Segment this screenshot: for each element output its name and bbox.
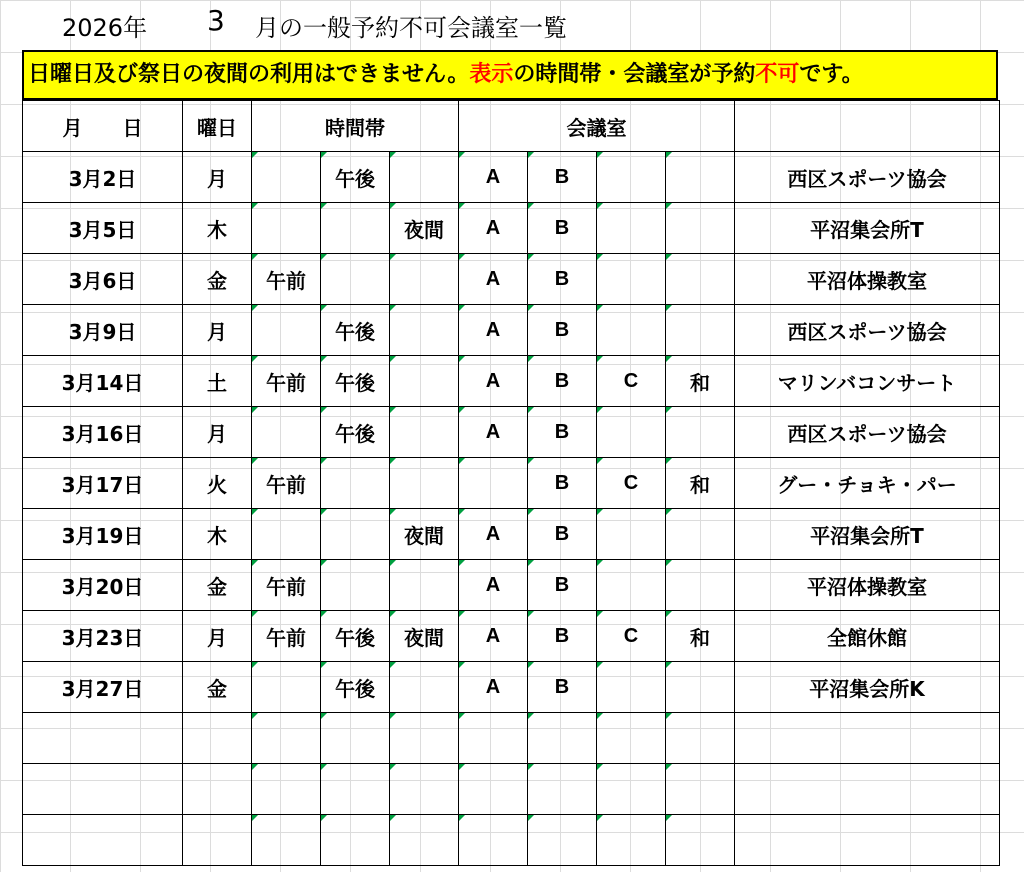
cell-date: 3月23日 bbox=[23, 611, 183, 662]
cell-weekday: 金 bbox=[183, 662, 252, 713]
cell-room-a bbox=[459, 713, 528, 764]
cell-morning bbox=[252, 407, 321, 458]
cell-morning bbox=[252, 509, 321, 560]
cell-room-b: B bbox=[528, 305, 597, 356]
table-row bbox=[23, 611, 1000, 662]
cell-afternoon bbox=[321, 560, 390, 611]
cell-room-wa bbox=[666, 152, 735, 203]
cell-date: 3月20日 bbox=[23, 560, 183, 611]
table-row bbox=[23, 713, 1000, 764]
table-row bbox=[23, 356, 1000, 407]
cell-room-a: A bbox=[459, 611, 528, 662]
cell-room-wa bbox=[666, 407, 735, 458]
cell-room-a bbox=[459, 815, 528, 866]
cell-morning bbox=[252, 203, 321, 254]
reservation-table bbox=[22, 100, 1000, 866]
cell-morning bbox=[252, 764, 321, 815]
cell-weekday: 木 bbox=[183, 509, 252, 560]
notice-emphasis-unavailable: 不可 bbox=[755, 62, 800, 87]
header-date: 月 日 bbox=[23, 101, 183, 152]
cell-room-b bbox=[528, 815, 597, 866]
cell-room-a bbox=[459, 458, 528, 509]
cell-room-wa: 和 bbox=[666, 611, 735, 662]
cell-weekday bbox=[183, 713, 252, 764]
table-row bbox=[23, 509, 1000, 560]
cell-afternoon bbox=[321, 254, 390, 305]
cell-room-b: B bbox=[528, 254, 597, 305]
cell-room-c bbox=[597, 305, 666, 356]
cell-afternoon bbox=[321, 458, 390, 509]
cell-note: 平沼集会所T bbox=[735, 509, 1000, 560]
cell-room-wa: 和 bbox=[666, 356, 735, 407]
table-row bbox=[23, 152, 1000, 203]
notice-emphasis-display: 表示 bbox=[469, 62, 514, 87]
cell-morning: 午前 bbox=[252, 611, 321, 662]
cell-note: 西区スポーツ協会 bbox=[735, 407, 1000, 458]
table-row bbox=[23, 254, 1000, 305]
cell-night bbox=[390, 713, 459, 764]
cell-room-c bbox=[597, 713, 666, 764]
table-row bbox=[23, 662, 1000, 713]
cell-room-b bbox=[528, 764, 597, 815]
cell-weekday: 金 bbox=[183, 254, 252, 305]
cell-morning bbox=[252, 305, 321, 356]
cell-date bbox=[23, 764, 183, 815]
notice-part-2: の時間帯・会議室が予約 bbox=[513, 62, 756, 87]
cell-date: 3月5日 bbox=[23, 203, 183, 254]
cell-morning: 午前 bbox=[252, 254, 321, 305]
cell-weekday bbox=[183, 764, 252, 815]
cell-room-a: A bbox=[459, 254, 528, 305]
cell-night bbox=[390, 560, 459, 611]
cell-morning: 午前 bbox=[252, 458, 321, 509]
title-month: 3 bbox=[207, 4, 225, 37]
cell-room-wa bbox=[666, 203, 735, 254]
cell-morning bbox=[252, 662, 321, 713]
cell-afternoon bbox=[321, 815, 390, 866]
cell-note: 西区スポーツ協会 bbox=[735, 305, 1000, 356]
table-row bbox=[23, 458, 1000, 509]
cell-weekday: 火 bbox=[183, 458, 252, 509]
cell-night: 夜間 bbox=[390, 509, 459, 560]
cell-date bbox=[23, 713, 183, 764]
cell-room-c: C bbox=[597, 356, 666, 407]
cell-room-c bbox=[597, 152, 666, 203]
cell-room-c bbox=[597, 662, 666, 713]
cell-date bbox=[23, 815, 183, 866]
cell-night bbox=[390, 254, 459, 305]
cell-room-c bbox=[597, 254, 666, 305]
cell-room-wa bbox=[666, 764, 735, 815]
cell-note bbox=[735, 713, 1000, 764]
cell-night bbox=[390, 764, 459, 815]
cell-afternoon: 午後 bbox=[321, 662, 390, 713]
cell-room-c: C bbox=[597, 611, 666, 662]
header-room: 会議室 bbox=[459, 101, 735, 152]
cell-room-c bbox=[597, 203, 666, 254]
cell-weekday bbox=[183, 815, 252, 866]
cell-night bbox=[390, 305, 459, 356]
cell-note: 平沼集会所K bbox=[735, 662, 1000, 713]
cell-date: 3月9日 bbox=[23, 305, 183, 356]
cell-night bbox=[390, 458, 459, 509]
cell-room-wa bbox=[666, 662, 735, 713]
header-weekday: 曜日 bbox=[183, 101, 252, 152]
cell-room-a: A bbox=[459, 203, 528, 254]
cell-afternoon: 午後 bbox=[321, 611, 390, 662]
cell-note bbox=[735, 815, 1000, 866]
cell-note: 平沼体操教室 bbox=[735, 254, 1000, 305]
cell-morning: 午前 bbox=[252, 560, 321, 611]
cell-room-b: B bbox=[528, 560, 597, 611]
table-row bbox=[23, 560, 1000, 611]
cell-room-a: A bbox=[459, 356, 528, 407]
cell-night: 夜間 bbox=[390, 611, 459, 662]
cell-afternoon bbox=[321, 713, 390, 764]
cell-morning bbox=[252, 152, 321, 203]
cell-note: グー・チョキ・パー bbox=[735, 458, 1000, 509]
cell-date: 3月17日 bbox=[23, 458, 183, 509]
header-note bbox=[735, 101, 1000, 152]
cell-weekday: 金 bbox=[183, 560, 252, 611]
cell-room-b bbox=[528, 713, 597, 764]
cell-weekday: 木 bbox=[183, 203, 252, 254]
cell-weekday: 月 bbox=[183, 611, 252, 662]
table-row bbox=[23, 407, 1000, 458]
cell-afternoon: 午後 bbox=[321, 407, 390, 458]
title-year: 2026年 bbox=[62, 14, 148, 42]
table-row bbox=[23, 764, 1000, 815]
cell-room-c bbox=[597, 764, 666, 815]
cell-room-wa bbox=[666, 305, 735, 356]
cell-night bbox=[390, 152, 459, 203]
cell-room-b: B bbox=[528, 203, 597, 254]
cell-morning bbox=[252, 713, 321, 764]
cell-room-wa bbox=[666, 560, 735, 611]
cell-room-c: C bbox=[597, 458, 666, 509]
cell-room-b: B bbox=[528, 356, 597, 407]
cell-note: マリンバコンサート bbox=[735, 356, 1000, 407]
notice-part-3: です。 bbox=[799, 62, 864, 87]
cell-afternoon: 午後 bbox=[321, 356, 390, 407]
cell-room-c bbox=[597, 815, 666, 866]
cell-room-c bbox=[597, 407, 666, 458]
cell-room-b: B bbox=[528, 509, 597, 560]
cell-date: 3月14日 bbox=[23, 356, 183, 407]
cell-room-b: B bbox=[528, 407, 597, 458]
cell-night bbox=[390, 356, 459, 407]
cell-room-b: B bbox=[528, 662, 597, 713]
cell-night bbox=[390, 407, 459, 458]
cell-room-wa bbox=[666, 815, 735, 866]
cell-night: 夜間 bbox=[390, 203, 459, 254]
cell-date: 3月27日 bbox=[23, 662, 183, 713]
header-time: 時間帯 bbox=[252, 101, 459, 152]
cell-room-b: B bbox=[528, 152, 597, 203]
notice-banner bbox=[22, 50, 998, 100]
cell-weekday: 月 bbox=[183, 152, 252, 203]
cell-room-a: A bbox=[459, 560, 528, 611]
cell-room-a: A bbox=[459, 407, 528, 458]
cell-afternoon bbox=[321, 203, 390, 254]
cell-room-c bbox=[597, 509, 666, 560]
cell-morning bbox=[252, 815, 321, 866]
cell-weekday: 月 bbox=[183, 305, 252, 356]
cell-room-wa: 和 bbox=[666, 458, 735, 509]
cell-room-a bbox=[459, 764, 528, 815]
cell-room-b: B bbox=[528, 611, 597, 662]
cell-room-a: A bbox=[459, 662, 528, 713]
cell-night bbox=[390, 662, 459, 713]
table-row bbox=[23, 305, 1000, 356]
cell-note bbox=[735, 764, 1000, 815]
cell-afternoon bbox=[321, 764, 390, 815]
cell-room-a: A bbox=[459, 509, 528, 560]
cell-note: 平沼体操教室 bbox=[735, 560, 1000, 611]
cell-room-c bbox=[597, 560, 666, 611]
cell-date: 3月6日 bbox=[23, 254, 183, 305]
title-text: 月の一般予約不可会議室一覧 bbox=[255, 14, 567, 42]
table-row bbox=[23, 815, 1000, 866]
cell-note: 平沼集会所T bbox=[735, 203, 1000, 254]
cell-note: 西区スポーツ協会 bbox=[735, 152, 1000, 203]
cell-room-wa bbox=[666, 713, 735, 764]
table-row bbox=[23, 203, 1000, 254]
cell-room-a: A bbox=[459, 152, 528, 203]
cell-date: 3月16日 bbox=[23, 407, 183, 458]
cell-date: 3月2日 bbox=[23, 152, 183, 203]
cell-date: 3月19日 bbox=[23, 509, 183, 560]
cell-note: 全館休館 bbox=[735, 611, 1000, 662]
cell-room-wa bbox=[666, 254, 735, 305]
cell-weekday: 土 bbox=[183, 356, 252, 407]
notice-part-1: 日曜日及び祭日の夜間の利用はできません。 bbox=[28, 62, 470, 87]
cell-weekday: 月 bbox=[183, 407, 252, 458]
cell-afternoon: 午後 bbox=[321, 152, 390, 203]
cell-morning: 午前 bbox=[252, 356, 321, 407]
cell-room-b: B bbox=[528, 458, 597, 509]
cell-afternoon: 午後 bbox=[321, 305, 390, 356]
header-row bbox=[23, 101, 1000, 152]
cell-night bbox=[390, 815, 459, 866]
cell-room-a: A bbox=[459, 305, 528, 356]
page-title bbox=[0, 0, 1024, 50]
cell-afternoon bbox=[321, 509, 390, 560]
cell-room-wa bbox=[666, 509, 735, 560]
